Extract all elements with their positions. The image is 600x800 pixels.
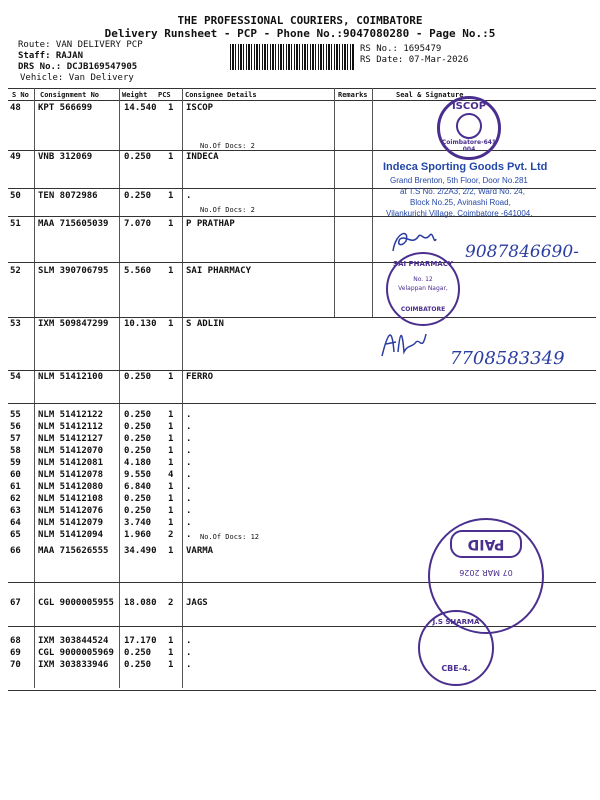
row-pcs: 1 <box>168 482 174 492</box>
row-pcs: 1 <box>168 434 174 444</box>
row-sno: 64 <box>10 518 21 528</box>
sai-stamp-bottom: COIMBATORE <box>400 306 446 313</box>
row-weight: 6.840 <box>124 482 152 492</box>
row-weight: 0.250 <box>124 506 152 516</box>
company-name: THE PROFESSIONAL COURIERS, COIMBATORE <box>177 14 423 27</box>
row-consignee: . <box>186 410 192 420</box>
row-separator <box>8 370 596 371</box>
row-consignment-no: NLM 51412094 <box>38 530 104 540</box>
row-consignee: . <box>186 660 192 670</box>
row-sno: 51 <box>10 219 21 229</box>
row-pcs: 1 <box>168 372 174 382</box>
rs-no: RS No.: 1695479 <box>360 44 442 54</box>
row-weight: 18.080 <box>124 598 157 608</box>
row-pcs: 1 <box>168 648 174 658</box>
row-weight: 10.130 <box>124 319 157 329</box>
row-pcs: 1 <box>168 494 174 504</box>
row-sno: 70 <box>10 660 21 670</box>
row-sno: 52 <box>10 266 21 276</box>
row-separator <box>8 262 596 263</box>
row-pcs: 1 <box>168 636 174 646</box>
row-consignee: . <box>186 482 192 492</box>
col-divider <box>372 88 373 318</box>
iscop-stamp-bottom: Coimbatore-641 004 <box>441 139 497 153</box>
row-consignee: . <box>186 458 192 468</box>
row-separator <box>8 690 596 691</box>
row-pcs: 1 <box>168 446 174 456</box>
signature-prathap <box>388 225 438 257</box>
row-weight: 0.250 <box>124 410 152 420</box>
row-consignment-no: KPT 566699 <box>38 103 93 113</box>
row-consignee: . <box>186 470 192 480</box>
col-divider <box>334 88 335 318</box>
row-docs-count: No.Of Docs: 2 <box>200 206 255 214</box>
row-consignment-no: NLM 51412100 <box>38 372 104 382</box>
col-seal: Seal & Signature <box>396 91 464 99</box>
row-sno: 57 <box>10 434 21 444</box>
row-sno: 50 <box>10 191 21 201</box>
row-sno: 65 <box>10 530 21 540</box>
row-consignment-no: NLM 51412081 <box>38 458 104 468</box>
row-sno: 59 <box>10 458 21 468</box>
row-consignee: S ADLIN <box>186 319 224 329</box>
indeca-stamp-line1: Grand Brenton, 5th Floor, Door No.281 <box>390 176 528 185</box>
paid-stamp-label: PAID <box>450 530 522 558</box>
row-consignee: . <box>186 636 192 646</box>
row-weight: 3.740 <box>124 518 152 528</box>
row-sno: 67 <box>10 598 21 608</box>
sai-stamp-mid2: Velappan Nagar, <box>398 285 448 292</box>
iscop-stamp-top: ISCOP <box>451 101 487 112</box>
sharma-stamp-top: J.S SHARMA <box>432 618 480 626</box>
indeca-stamp-line3: Block No.25, Avinashi Road, <box>410 198 511 207</box>
row-pcs: 1 <box>168 660 174 670</box>
col-sno: S No <box>12 91 29 99</box>
handwritten-phone-2: 7708583349 <box>450 348 565 369</box>
row-weight: 0.250 <box>124 434 152 444</box>
row-sno: 53 <box>10 319 21 329</box>
col-remarks: Remarks <box>338 91 368 99</box>
row-consignment-no: NLM 51412070 <box>38 446 104 456</box>
row-consignee: . <box>186 648 192 658</box>
row-sno: 68 <box>10 636 21 646</box>
barcode <box>230 44 355 70</box>
col-divider <box>182 88 183 688</box>
row-sno: 48 <box>10 103 21 113</box>
row-consignee: VARMA <box>186 546 214 556</box>
row-consignment-no: NLM 51412079 <box>38 518 104 528</box>
sharma-stamp-bottom: CBE-4. <box>441 664 471 673</box>
vehicle-label: Vehicle: Van Delivery <box>20 73 134 83</box>
row-pcs: 1 <box>168 546 174 556</box>
row-consignment-no: MAA 715626555 <box>38 546 109 556</box>
row-weight: 0.250 <box>124 494 152 504</box>
row-consignment-no: VNB 312069 <box>38 152 93 162</box>
row-consignee: . <box>186 446 192 456</box>
row-consignment-no: IXM 303844524 <box>38 636 109 646</box>
route-label: Route: VAN DELIVERY PCP <box>18 40 143 50</box>
row-separator <box>8 403 596 404</box>
row-separator <box>8 317 596 318</box>
row-weight: 0.250 <box>124 446 152 456</box>
drs-label: DRS No.: DCJB169547905 <box>18 62 138 72</box>
staff-label: Staff: RAJAN <box>18 51 84 61</box>
row-consignee: JAGS <box>186 598 208 608</box>
paid-stamp-date: 07 MAR 2026 <box>459 568 513 577</box>
col-divider <box>119 88 120 688</box>
row-pcs: 2 <box>168 530 174 540</box>
row-pcs: 1 <box>168 410 174 420</box>
row-pcs: 1 <box>168 191 174 201</box>
runsheet-title: Delivery Runsheet - PCP - Phone No.:9047080280 - Page No.:5 <box>104 27 496 40</box>
row-weight: 0.250 <box>124 648 152 658</box>
row-sno: 54 <box>10 372 21 382</box>
row-consignment-no: NLM 51412112 <box>38 422 104 432</box>
row-weight: 0.250 <box>124 422 152 432</box>
iscop-stamp <box>437 96 501 160</box>
row-consignee: ISCOP <box>186 103 214 113</box>
col-divider <box>34 88 35 688</box>
sharma-stamp <box>418 610 494 686</box>
row-consignment-no: CGL 9000005969 <box>38 648 114 658</box>
indeca-stamp-line4: Vilankurichi Village, Coimbatore -641004. <box>386 209 533 218</box>
row-pcs: 1 <box>168 266 174 276</box>
row-consignment-no: NLM 51412078 <box>38 470 104 480</box>
sai-pharmacy-stamp <box>386 252 460 326</box>
row-sno: 55 <box>10 410 21 420</box>
row-consignment-no: CGL 9000005955 <box>38 598 114 608</box>
handwritten-phone-1: 9087846690- <box>465 242 579 262</box>
col-weight: Weight <box>122 91 148 99</box>
row-pcs: 1 <box>168 518 174 528</box>
row-pcs: 1 <box>168 458 174 468</box>
row-consignee: . <box>186 530 192 540</box>
row-weight: 34.490 <box>124 546 157 556</box>
row-weight: 1.960 <box>124 530 152 540</box>
sai-stamp-top: SAI PHARMACY <box>393 260 453 268</box>
row-sno: 56 <box>10 422 21 432</box>
row-pcs: 1 <box>168 152 174 162</box>
row-consignee: SAI PHARMACY <box>186 266 252 276</box>
row-consignee: FERRO <box>186 372 214 382</box>
row-pcs: 1 <box>168 319 174 329</box>
row-consignee: INDECA <box>186 152 219 162</box>
row-pcs: 1 <box>168 219 174 229</box>
indeca-stamp-name: Indeca Sporting Goods Pvt. Ltd <box>383 161 548 173</box>
iscop-logo <box>456 113 482 139</box>
row-sno: 66 <box>10 546 21 556</box>
row-sno: 49 <box>10 152 21 162</box>
table-top-rule <box>8 88 596 89</box>
col-pcs: PCS <box>158 91 171 99</box>
row-weight: 0.250 <box>124 372 152 382</box>
row-consignment-no: NLM 51412122 <box>38 410 104 420</box>
row-weight: 0.250 <box>124 152 152 162</box>
row-weight: 9.550 <box>124 470 152 480</box>
rs-date: RS Date: 07-Mar-2026 <box>360 55 469 65</box>
indeca-stamp-line2: at T.S No. 2/2A3, 2/2, Ward No. 24, <box>400 187 525 196</box>
signature-adlin <box>378 322 430 360</box>
row-weight: 17.170 <box>124 636 157 646</box>
row-consignee: . <box>186 422 192 432</box>
row-docs-count: No.Of Docs: 2 <box>200 142 255 150</box>
row-weight: 7.070 <box>124 219 152 229</box>
row-weight: 4.180 <box>124 458 152 468</box>
row-sno: 69 <box>10 648 21 658</box>
row-sno: 62 <box>10 494 21 504</box>
row-consignment-no: NLM 51412076 <box>38 506 104 516</box>
row-consignee: . <box>186 506 192 516</box>
row-pcs: 1 <box>168 506 174 516</box>
row-consignee: P PRATHAP <box>186 219 235 229</box>
table-header-rule <box>8 100 596 101</box>
row-weight: 14.540 <box>124 103 157 113</box>
row-pcs: 1 <box>168 103 174 113</box>
row-consignee: . <box>186 518 192 528</box>
row-consignment-no: IXM 303833946 <box>38 660 109 670</box>
row-separator <box>8 150 596 151</box>
row-pcs: 2 <box>168 598 174 608</box>
row-consignment-no: NLM 51412080 <box>38 482 104 492</box>
row-weight: 5.560 <box>124 266 152 276</box>
row-pcs: 4 <box>168 470 174 480</box>
sai-stamp-mid1: No. 12 <box>413 276 433 283</box>
row-consignee: . <box>186 191 192 201</box>
row-consignment-no: MAA 715605039 <box>38 219 109 229</box>
row-pcs: 1 <box>168 422 174 432</box>
col-consignment: Consignment No <box>40 91 100 99</box>
row-consignment-no: IXM 509847299 <box>38 319 109 329</box>
row-consignment-no: NLM 51412108 <box>38 494 104 504</box>
col-consignee: Consignee Details <box>185 91 257 99</box>
row-consignment-no: NLM 51412127 <box>38 434 104 444</box>
row-sno: 60 <box>10 470 21 480</box>
row-sno: 58 <box>10 446 21 456</box>
row-sno: 61 <box>10 482 21 492</box>
row-consignment-no: SLM 390706795 <box>38 266 109 276</box>
row-consignee: . <box>186 434 192 444</box>
row-sno: 63 <box>10 506 21 516</box>
row-consignee: . <box>186 494 192 504</box>
row-consignment-no: TEN 8072986 <box>38 191 98 201</box>
row-docs-count: No.Of Docs: 12 <box>200 533 260 541</box>
row-weight: 0.250 <box>124 191 152 201</box>
row-weight: 0.250 <box>124 660 152 670</box>
